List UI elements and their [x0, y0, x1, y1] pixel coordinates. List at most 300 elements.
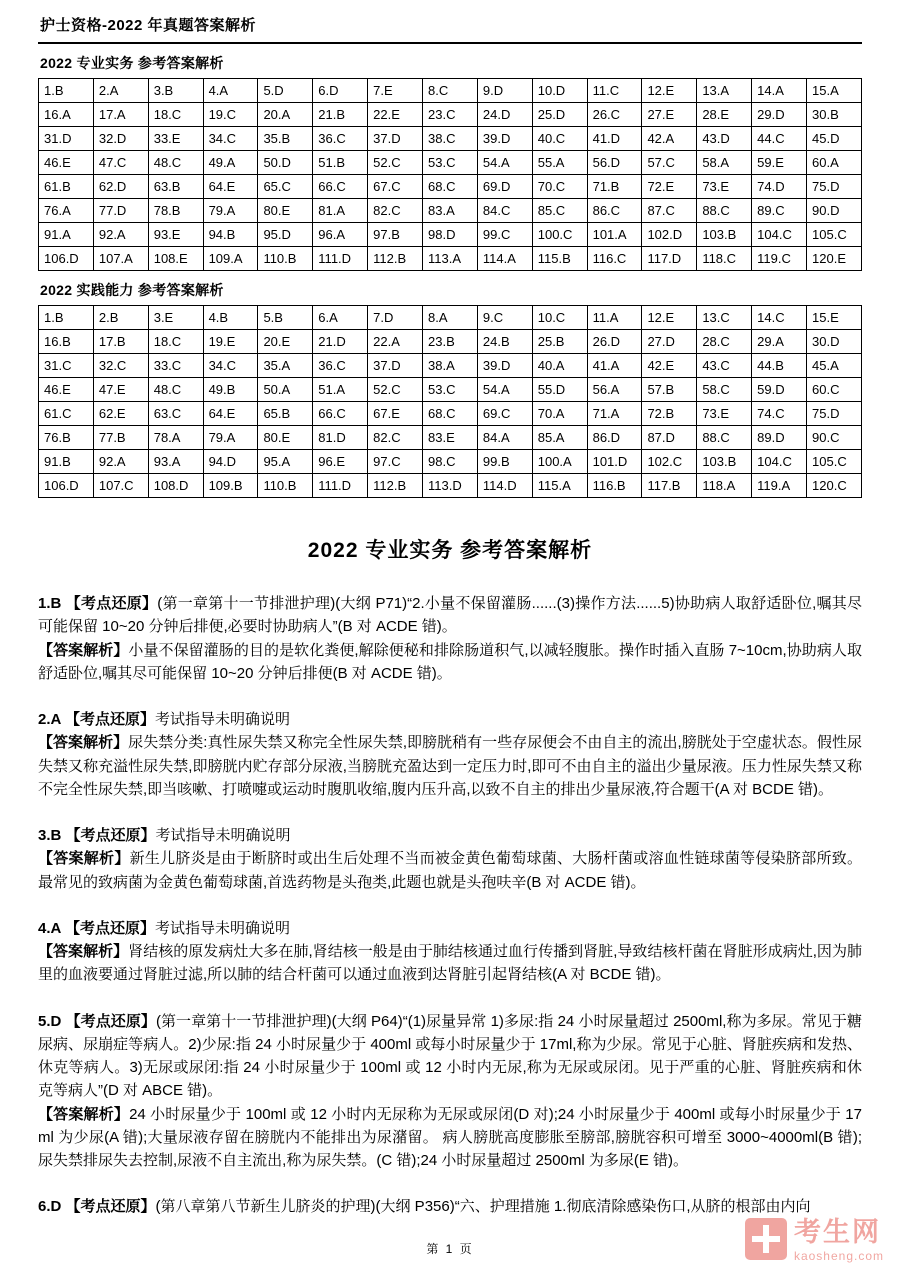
- answer-cell: 36.C: [313, 354, 368, 378]
- explanation-paragraph: 【答案解析】24 小时尿量少于 100ml 或 12 小时内无尿称为无尿或尿闭(D 对);24 小时尿量少于 400ml 或每小时尿量少于 17ml 为少尿(A 错);大量尿液存留在膀胱内不能排出为尿潴留。 病人膀胱高度膨胀至膀部,膀胱容积可增至 3000~4000ml(B 错);尿失禁排尿失去控制,尿液不自主流出,称为尿失禁。(C 错);24 小时尿量超过 2500ml 为多尿(E 错)。: [38, 1105, 862, 1169]
- answer-cell: 71.B: [587, 175, 642, 199]
- answer-cell: 55.A: [532, 151, 587, 175]
- answer-cell: 56.A: [587, 378, 642, 402]
- answer-cell: 96.A: [313, 223, 368, 247]
- answer-cell: 50.A: [258, 378, 313, 402]
- answer-cell: 32.C: [93, 354, 148, 378]
- answer-cell: 74.D: [752, 175, 807, 199]
- answer-cell: 107.C: [93, 474, 148, 498]
- answer-key-section: [38, 53, 862, 498]
- answer-cell: 46.E: [39, 378, 94, 402]
- answer-cell: 79.A: [203, 199, 258, 223]
- answer-cell: 70.C: [532, 175, 587, 199]
- answer-cell: 92.A: [93, 223, 148, 247]
- answer-cell: 91.A: [39, 223, 94, 247]
- answer-cell: 19.C: [203, 103, 258, 127]
- answer-cell: 46.E: [39, 151, 94, 175]
- answer-cell: 32.D: [93, 127, 148, 151]
- answer-cell: 17.A: [93, 103, 148, 127]
- answer-cell: 76.A: [39, 199, 94, 223]
- explanation-item: [38, 917, 862, 987]
- answer-cell: 80.E: [258, 426, 313, 450]
- explanation-label: 【考点还原】: [64, 711, 155, 728]
- answer-cell: 65.B: [258, 402, 313, 426]
- answer-cell: 44.B: [752, 354, 807, 378]
- question-number: 5.D: [38, 1012, 66, 1030]
- answer-row: [39, 103, 862, 127]
- answer-cell: 42.E: [642, 354, 697, 378]
- answer-cell: 1.B: [39, 79, 94, 103]
- answer-cell: 7.E: [368, 79, 423, 103]
- answer-row: [39, 79, 862, 103]
- answer-row: [39, 223, 862, 247]
- question-number: 1.B: [38, 595, 66, 612]
- answer-cell: 111.D: [313, 247, 368, 271]
- answer-cell: 110.B: [258, 474, 313, 498]
- answer-cell: 109.B: [203, 474, 258, 498]
- question-number: 6.D: [38, 1198, 66, 1216]
- answer-cell: 117.D: [642, 247, 697, 271]
- answer-cell: 93.A: [148, 450, 203, 474]
- answer-cell: 80.E: [258, 199, 313, 223]
- answer-cell: 6.D: [313, 79, 368, 103]
- answer-cell: 54.A: [477, 378, 532, 402]
- answer-cell: 101.D: [587, 450, 642, 474]
- answer-cell: 59.D: [752, 378, 807, 402]
- answer-cell: 78.B: [148, 199, 203, 223]
- answer-cell: 114.D: [477, 474, 532, 498]
- answer-cell: 14.C: [752, 306, 807, 330]
- answer-row: [39, 151, 862, 175]
- answer-cell: 79.A: [203, 426, 258, 450]
- explanation-item: [38, 1195, 862, 1218]
- answer-cell: 5.B: [258, 306, 313, 330]
- answer-cell: 89.D: [752, 426, 807, 450]
- answer-row: [39, 306, 862, 330]
- answer-cell: 40.A: [532, 354, 587, 378]
- answer-cell: 63.C: [148, 402, 203, 426]
- answer-cell: 18.C: [148, 330, 203, 354]
- answer-cell: 3.B: [148, 79, 203, 103]
- answer-cell: 64.E: [203, 175, 258, 199]
- answer-cell: 94.B: [203, 223, 258, 247]
- answer-cell: 115.A: [532, 474, 587, 498]
- answer-cell: 47.E: [93, 378, 148, 402]
- answer-cell: 61.B: [39, 175, 94, 199]
- answer-cell: 113.A: [423, 247, 478, 271]
- answer-row: [39, 175, 862, 199]
- answer-cell: 98.C: [423, 450, 478, 474]
- answer-row: [39, 247, 862, 271]
- answer-cell: 69.D: [477, 175, 532, 199]
- answer-cell: 48.C: [148, 151, 203, 175]
- answer-cell: 2.A: [93, 79, 148, 103]
- answer-table-zhuanye-shiwu: [38, 78, 862, 271]
- answer-cell: 23.B: [423, 330, 478, 354]
- answer-cell: 116.C: [587, 247, 642, 271]
- answer-cell: 30.D: [807, 330, 862, 354]
- answer-cell: 50.D: [258, 151, 313, 175]
- answer-cell: 114.A: [477, 247, 532, 271]
- explanation-label: 【考点还原】: [65, 827, 156, 844]
- answer-cell: 54.A: [477, 151, 532, 175]
- answer-cell: 120.E: [807, 247, 862, 271]
- answer-row: [39, 330, 862, 354]
- answer-cell: 27.E: [642, 103, 697, 127]
- answer-cell: 110.B: [258, 247, 313, 271]
- answer-cell: 21.D: [313, 330, 368, 354]
- section-title: 2022 专业实务 参考答案解析: [307, 539, 593, 562]
- answer-cell: 14.A: [752, 79, 807, 103]
- answer-cell: 120.C: [807, 474, 862, 498]
- answer-cell: 97.B: [368, 223, 423, 247]
- answer-cell: 103.B: [697, 223, 752, 247]
- answer-cell: 88.C: [697, 199, 752, 223]
- answer-cell: 91.B: [39, 450, 94, 474]
- answer-cell: 61.C: [39, 402, 94, 426]
- answer-cell: 12.E: [642, 79, 697, 103]
- answer-cell: 55.D: [532, 378, 587, 402]
- answer-cell: 77.B: [93, 426, 148, 450]
- answer-cell: 29.D: [752, 103, 807, 127]
- answer-cell: 26.D: [587, 330, 642, 354]
- answer-cell: 87.C: [642, 199, 697, 223]
- watermark-text: [794, 1218, 884, 1263]
- answer-cell: 23.C: [423, 103, 478, 127]
- explanation-label: 【答案解析】: [38, 641, 129, 659]
- answer-cell: 71.A: [587, 402, 642, 426]
- explanation-list: [38, 592, 862, 1219]
- answer-cell: 73.E: [697, 402, 752, 426]
- answer-cell: 95.D: [258, 223, 313, 247]
- answer-cell: 85.A: [532, 426, 587, 450]
- answer-cell: 8.A: [423, 306, 478, 330]
- explanation-label: 【考点还原】: [64, 919, 155, 937]
- answer-cell: 33.C: [148, 354, 203, 378]
- answer-row: [39, 354, 862, 378]
- answer-cell: 13.C: [697, 306, 752, 330]
- answer-cell: 57.B: [642, 378, 697, 402]
- answer-cell: 66.C: [313, 402, 368, 426]
- answer-cell: 56.D: [587, 151, 642, 175]
- answer-cell: 108.E: [148, 247, 203, 271]
- answer-cell: 70.A: [532, 402, 587, 426]
- answer-cell: 20.E: [258, 330, 313, 354]
- answer-cell: 9.C: [477, 306, 532, 330]
- answer-cell: 6.A: [313, 306, 368, 330]
- answer-row: [39, 426, 862, 450]
- explanation-paragraph: 【答案解析】新生儿脐炎是由于断脐时或出生后处理不当而被金黄色葡萄球菌、大肠杆菌或溶血性链球菌等侵染脐部所致。最常见的致病菌为金黄色葡萄球菌,首选药物是头孢类,此题也就是头孢呋辛(B 对 ACDE 错)。: [38, 850, 862, 891]
- explanation-paragraph: 1.B 【考点还原】(第一章第十一节排泄护理)(大纲 P71)“2.小量不保留灌肠......(3)操作方法......5)协助病人取舒适卧位,嘱其尽可能保留 10~20 分钟后排便,必要时协助病人”(B 对 ACDE 错)。: [38, 595, 862, 636]
- answer-cell: 66.C: [313, 175, 368, 199]
- table-heading-zhuanye-shiwu: 2022 专业实务 参考答案解析: [40, 55, 224, 71]
- answer-cell: 28.E: [697, 103, 752, 127]
- answer-cell: 34.C: [203, 354, 258, 378]
- answer-cell: 86.C: [587, 199, 642, 223]
- answer-cell: 8.C: [423, 79, 478, 103]
- answer-cell: 74.C: [752, 402, 807, 426]
- answer-cell: 92.A: [93, 450, 148, 474]
- answer-cell: 38.C: [423, 127, 478, 151]
- answer-cell: 116.B: [587, 474, 642, 498]
- answer-cell: 101.A: [587, 223, 642, 247]
- answer-row: [39, 450, 862, 474]
- explanation-paragraph: 【答案解析】尿失禁分类:真性尿失禁又称完全性尿失禁,即膀胱稍有一些存尿便会不由自主的流出,膀胱处于空虚状态。假性尿失禁又称充溢性尿失禁,即膀胱内贮存部分尿液,当膀胱充盈达到一定压力时,即可不由自主的溢出少量尿液。压力性尿失禁又称不完全性尿失禁,即当咳嗽、打喷嚏或运动时腹肌收缩,腹内压升高,以致不自主的排出少量尿液,符合题干(A 对 BCDE 错)。: [38, 734, 862, 798]
- answer-cell: 95.A: [258, 450, 313, 474]
- answer-cell: 12.E: [642, 306, 697, 330]
- answer-cell: 45.A: [807, 354, 862, 378]
- answer-cell: 53.C: [423, 151, 478, 175]
- answer-cell: 3.E: [148, 306, 203, 330]
- answer-cell: 105.C: [807, 223, 862, 247]
- answer-cell: 96.E: [313, 450, 368, 474]
- page-number: 第 1 页: [426, 1242, 474, 1256]
- answer-cell: 117.B: [642, 474, 697, 498]
- answer-cell: 105.C: [807, 450, 862, 474]
- answer-cell: 104.C: [752, 223, 807, 247]
- answer-cell: 100.C: [532, 223, 587, 247]
- answer-cell: 37.D: [368, 127, 423, 151]
- answer-cell: 84.C: [477, 199, 532, 223]
- question-number: 4.A: [38, 919, 65, 937]
- answer-cell: 90.D: [807, 199, 862, 223]
- answer-cell: 44.C: [752, 127, 807, 151]
- answer-cell: 102.D: [642, 223, 697, 247]
- answer-cell: 65.C: [258, 175, 313, 199]
- answer-cell: 69.C: [477, 402, 532, 426]
- answer-cell: 99.B: [477, 450, 532, 474]
- answer-cell: 18.C: [148, 103, 203, 127]
- answer-cell: 15.A: [807, 79, 862, 103]
- answer-cell: 16.A: [39, 103, 94, 127]
- answer-cell: 83.E: [423, 426, 478, 450]
- answer-cell: 25.B: [532, 330, 587, 354]
- answer-cell: 10.D: [532, 79, 587, 103]
- explanation-paragraph: 3.B 【考点还原】考试指导未明确说明: [38, 827, 291, 844]
- answer-cell: 108.D: [148, 474, 203, 498]
- explanation-paragraph: 【答案解析】小量不保留灌肠的目的是软化粪便,解除便秘和排除肠道积气,以减轻腹胀。操作时插入直肠 7~10cm,协助病人取舒适卧位,嘱其尽可能保留 10~20 分钟后排便(B 对 ACDE 错)。: [38, 641, 862, 682]
- answer-cell: 10.C: [532, 306, 587, 330]
- question-number: 3.B: [38, 827, 66, 844]
- answer-cell: 34.C: [203, 127, 258, 151]
- explanation-item: [38, 1010, 862, 1173]
- answer-cell: 99.C: [477, 223, 532, 247]
- answer-cell: 37.D: [368, 354, 423, 378]
- kaosheng-logo-icon: [745, 1218, 787, 1260]
- answer-cell: 102.C: [642, 450, 697, 474]
- answer-cell: 30.B: [807, 103, 862, 127]
- answer-cell: 109.A: [203, 247, 258, 271]
- answer-row: [39, 378, 862, 402]
- answer-cell: 15.E: [807, 306, 862, 330]
- answer-cell: 78.A: [148, 426, 203, 450]
- answer-cell: 112.B: [368, 247, 423, 271]
- answer-cell: 119.C: [752, 247, 807, 271]
- explanation-item: [38, 824, 862, 894]
- answer-cell: 106.D: [39, 247, 94, 271]
- answer-cell: 82.C: [368, 199, 423, 223]
- answer-cell: 4.B: [203, 306, 258, 330]
- answer-cell: 119.A: [752, 474, 807, 498]
- answer-cell: 26.C: [587, 103, 642, 127]
- answer-cell: 1.B: [39, 306, 94, 330]
- kaosheng-watermark: [745, 1218, 884, 1263]
- answer-cell: 33.E: [148, 127, 203, 151]
- answer-cell: 11.A: [587, 306, 642, 330]
- answer-cell: 67.E: [368, 402, 423, 426]
- answer-cell: 17.B: [93, 330, 148, 354]
- watermark-brand-name: 考生网: [793, 1217, 881, 1248]
- answer-cell: 67.C: [368, 175, 423, 199]
- answer-cell: 64.E: [203, 402, 258, 426]
- answer-cell: 22.E: [368, 103, 423, 127]
- answer-cell: 83.A: [423, 199, 478, 223]
- answer-cell: 57.C: [642, 151, 697, 175]
- answer-cell: 94.D: [203, 450, 258, 474]
- document-title: 护士资格-2022 年真题答案解析: [38, 10, 862, 44]
- explanation-paragraph: 6.D 【考点还原】(第八章第八节新生儿脐炎的护理)(大纲 P356)“六、护理措施 1.彻底清除感染伤口,从脐的根部由内向: [38, 1198, 811, 1216]
- answer-cell: 107.A: [93, 247, 148, 271]
- answer-cell: 47.C: [93, 151, 148, 175]
- answer-cell: 52.C: [368, 378, 423, 402]
- answer-cell: 40.C: [532, 127, 587, 151]
- explanation-paragraph: 【答案解析】肾结核的原发病灶大多在肺,肾结核一般是由于肺结核通过血行传播到肾脏,导致结核杆菌在肾脏形成病灶,因为肺里的血液要通过肾脏过滤,所以肺的结合杆菌可以通过血液到达肾脏引起肾结核(A 对 BCDE 错)。: [38, 943, 862, 984]
- answer-cell: 42.A: [642, 127, 697, 151]
- answer-cell: 63.B: [148, 175, 203, 199]
- answer-cell: 81.D: [313, 426, 368, 450]
- answer-cell: 25.D: [532, 103, 587, 127]
- answer-cell: 60.A: [807, 151, 862, 175]
- explanation-label: 【考点还原】: [65, 1198, 156, 1216]
- answer-cell: 13.A: [697, 79, 752, 103]
- answer-cell: 97.C: [368, 450, 423, 474]
- answer-cell: 22.A: [368, 330, 423, 354]
- explanation-label: 【答案解析】: [38, 734, 129, 752]
- answer-cell: 98.D: [423, 223, 478, 247]
- explanation-label: 【考点还原】: [65, 1012, 156, 1030]
- answer-cell: 27.D: [642, 330, 697, 354]
- answer-cell: 36.C: [313, 127, 368, 151]
- answer-cell: 59.E: [752, 151, 807, 175]
- answer-table-shijian-nengli: [38, 305, 862, 498]
- answer-cell: 5.D: [258, 79, 313, 103]
- explanation-paragraph: 2.A 【考点还原】考试指导未明确说明: [38, 711, 290, 728]
- answer-cell: 58.A: [697, 151, 752, 175]
- answer-cell: 115.B: [532, 247, 587, 271]
- answer-cell: 81.A: [313, 199, 368, 223]
- answer-cell: 76.B: [39, 426, 94, 450]
- answer-cell: 7.D: [368, 306, 423, 330]
- question-number: 2.A: [38, 711, 65, 728]
- answer-cell: 11.C: [587, 79, 642, 103]
- answer-cell: 89.C: [752, 199, 807, 223]
- explanation-item: [38, 592, 862, 685]
- explanation-item: [38, 708, 862, 801]
- answer-cell: 31.C: [39, 354, 94, 378]
- answer-cell: 68.C: [423, 175, 478, 199]
- answer-cell: 19.E: [203, 330, 258, 354]
- answer-cell: 75.D: [807, 402, 862, 426]
- answer-cell: 41.D: [587, 127, 642, 151]
- answer-cell: 43.D: [697, 127, 752, 151]
- answer-cell: 106.D: [39, 474, 94, 498]
- watermark-site-url: kaosheng.com: [793, 1248, 884, 1263]
- answer-cell: 87.D: [642, 426, 697, 450]
- answer-cell: 104.C: [752, 450, 807, 474]
- answer-cell: 51.B: [313, 151, 368, 175]
- answer-cell: 29.A: [752, 330, 807, 354]
- answer-cell: 111.D: [313, 474, 368, 498]
- explanation-paragraph: 5.D 【考点还原】(第一章第十一节排泄护理)(大纲 P64)“(1)尿量异常 1)多尿:指 24 小时尿量超过 2500ml,称为多尿。常见于糖尿病、尿崩症等病人。2)少尿:指 24 小时尿量少于 400ml 或每小时尿量少于 17ml,称为少尿。常见于心脏、肾脏疾病和发热、休克等病人。3)无尿或尿闭:指 24 小时尿量少于 100ml 或 12 小时内无尿,称为无尿或尿闭。见于严重的心脏、肾脏疾病和休克等病人”(D 对 ABCE 错)。: [38, 1012, 862, 1100]
- answer-cell: 103.B: [697, 450, 752, 474]
- answer-cell: 24.B: [477, 330, 532, 354]
- answer-cell: 2.B: [93, 306, 148, 330]
- explanation-label: 【答案解析】: [38, 943, 129, 960]
- answer-cell: 60.C: [807, 378, 862, 402]
- answer-cell: 62.E: [93, 402, 148, 426]
- answer-cell: 35.B: [258, 127, 313, 151]
- answer-cell: 58.C: [697, 378, 752, 402]
- answer-cell: 82.C: [368, 426, 423, 450]
- answer-cell: 45.D: [807, 127, 862, 151]
- answer-cell: 53.C: [423, 378, 478, 402]
- answer-cell: 20.A: [258, 103, 313, 127]
- answer-row: [39, 474, 862, 498]
- answer-cell: 100.A: [532, 450, 587, 474]
- answer-cell: 73.E: [697, 175, 752, 199]
- table-heading-shijian-nengli: 2022 实践能力 参考答案解析: [40, 282, 224, 298]
- answer-row: [39, 127, 862, 151]
- answer-cell: 31.D: [39, 127, 94, 151]
- answer-cell: 72.E: [642, 175, 697, 199]
- answer-cell: 38.A: [423, 354, 478, 378]
- answer-cell: 93.E: [148, 223, 203, 247]
- answer-cell: 39.D: [477, 354, 532, 378]
- answer-cell: 52.C: [368, 151, 423, 175]
- answer-cell: 85.C: [532, 199, 587, 223]
- explanation-label: 【考点还原】: [65, 595, 158, 612]
- answer-cell: 49.B: [203, 378, 258, 402]
- answer-cell: 62.D: [93, 175, 148, 199]
- answer-cell: 86.D: [587, 426, 642, 450]
- page-header: [38, 10, 862, 44]
- explanation-paragraph: 4.A 【考点还原】考试指导未明确说明: [38, 919, 290, 937]
- answer-cell: 118.A: [697, 474, 752, 498]
- answer-cell: 72.B: [642, 402, 697, 426]
- answer-cell: 118.C: [697, 247, 752, 271]
- answer-cell: 112.B: [368, 474, 423, 498]
- answer-cell: 21.B: [313, 103, 368, 127]
- answer-cell: 49.A: [203, 151, 258, 175]
- explanation-label: 【答案解析】: [38, 1105, 130, 1123]
- answer-cell: 77.D: [93, 199, 148, 223]
- answer-cell: 43.C: [697, 354, 752, 378]
- answer-row: [39, 199, 862, 223]
- answer-cell: 90.C: [807, 426, 862, 450]
- answer-cell: 16.B: [39, 330, 94, 354]
- answer-cell: 28.C: [697, 330, 752, 354]
- answer-cell: 4.A: [203, 79, 258, 103]
- answer-cell: 84.A: [477, 426, 532, 450]
- answer-row: [39, 402, 862, 426]
- answer-cell: 9.D: [477, 79, 532, 103]
- answer-cell: 75.D: [807, 175, 862, 199]
- answer-cell: 24.D: [477, 103, 532, 127]
- answer-cell: 48.C: [148, 378, 203, 402]
- answer-cell: 113.D: [423, 474, 478, 498]
- answer-cell: 35.A: [258, 354, 313, 378]
- answer-cell: 51.A: [313, 378, 368, 402]
